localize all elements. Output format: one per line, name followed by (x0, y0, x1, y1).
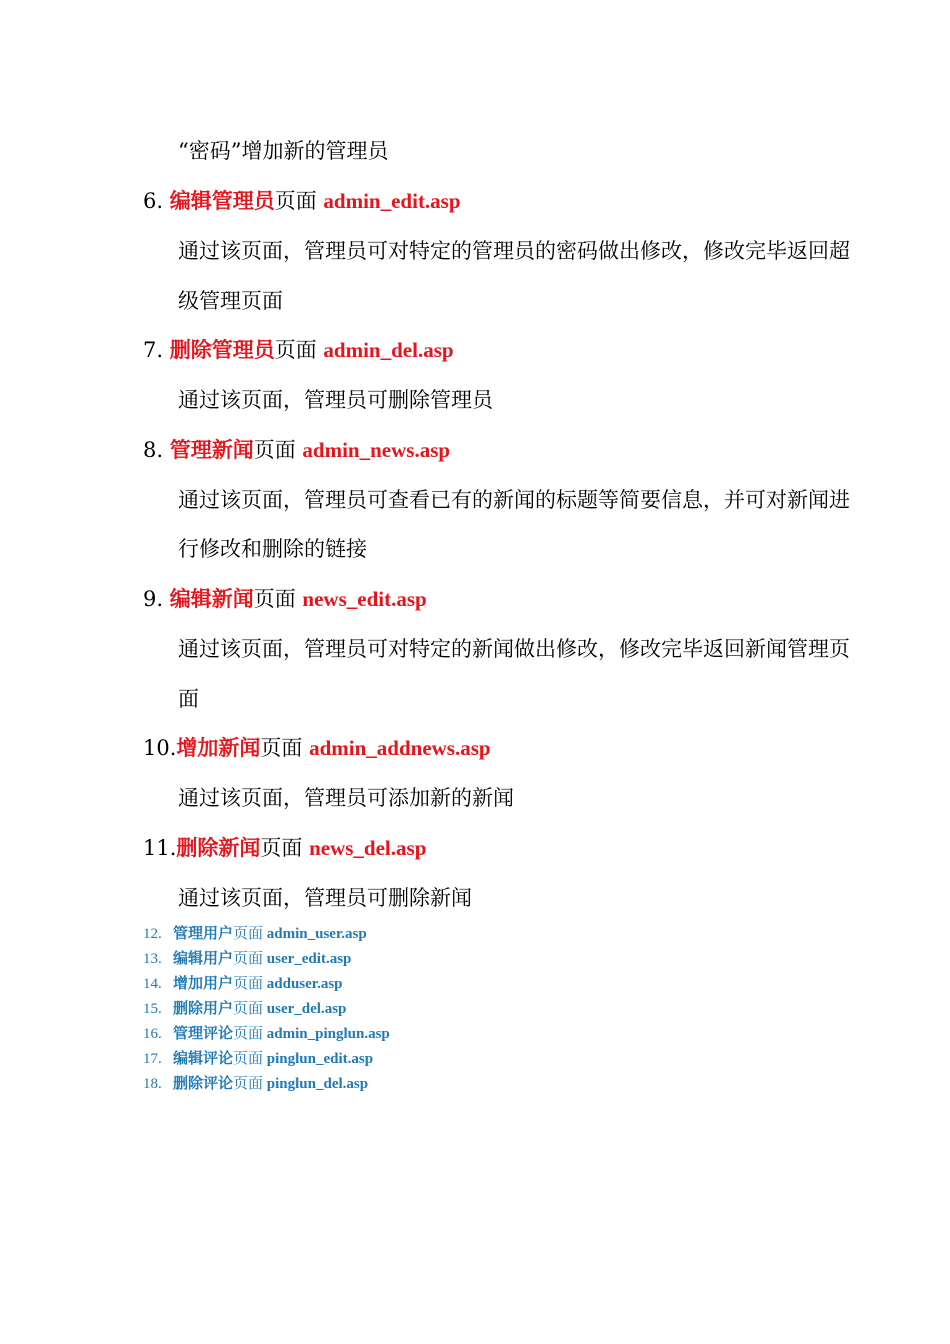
item-file: admin_user.asp (266, 926, 367, 942)
item-number: 14. (143, 976, 162, 992)
item-file: news_del.asp (309, 836, 427, 860)
item-number: 12. (143, 926, 162, 942)
item-desc-line: 级管理页面 (178, 289, 283, 313)
item-mid: 页面 (260, 836, 303, 860)
item-name: 删除用户 (173, 1001, 234, 1017)
item-desc-line: 面 (178, 687, 199, 711)
item-desc-line: 通过该页面，管理员可删除新闻 (178, 886, 472, 910)
item-mid: 页面 (233, 1001, 264, 1017)
item-name: 增加新闻 (176, 736, 261, 760)
item-desc-line: 行修改和删除的链接 (178, 537, 367, 561)
item-file: news_edit.asp (302, 587, 427, 611)
item-number: 10. (143, 736, 177, 760)
item-number: 16. (143, 1026, 162, 1042)
item-number: 6. (143, 189, 164, 213)
item-heading-9 (143, 584, 427, 614)
item-file: pinglun_del.asp (266, 1076, 369, 1092)
item-name: 编辑管理员 (169, 189, 275, 213)
item-heading-10 (143, 733, 491, 763)
small-item-16 (143, 1023, 390, 1045)
item-heading-7 (143, 335, 454, 365)
item-number: 7. (143, 338, 164, 362)
item-mid: 页面 (274, 189, 317, 213)
item-mid: 页面 (233, 926, 264, 942)
item-desc-line: 通过该页面，管理员可查看已有的新闻的标题等简要信息，并可对新闻进 (178, 488, 850, 512)
item-name: 编辑用户 (173, 951, 234, 967)
item-mid: 页面 (233, 976, 264, 992)
item-name: 管理评论 (173, 1026, 234, 1042)
small-item-12 (143, 923, 367, 945)
item-desc-line: 通过该页面，管理员可删除管理员 (178, 388, 493, 412)
item-mid: 页面 (233, 951, 264, 967)
small-item-18 (143, 1073, 368, 1095)
item-file: admin_edit.asp (323, 189, 461, 213)
item-name: 删除新闻 (176, 836, 261, 860)
small-item-13 (143, 948, 351, 970)
item-mid: 页面 (233, 1076, 264, 1092)
item-number: 18. (143, 1076, 162, 1092)
item-heading-11 (143, 833, 426, 863)
item-mid: 页面 (260, 736, 303, 760)
small-item-15 (143, 998, 346, 1020)
item-file: admin_news.asp (302, 438, 451, 462)
item-name: 编辑评论 (173, 1051, 234, 1067)
item-heading-6 (143, 186, 461, 216)
item-file: admin_pinglun.asp (266, 1026, 390, 1042)
item-heading-8 (143, 435, 450, 465)
item-file: user_edit.asp (266, 951, 352, 967)
item-file: user_del.asp (266, 1001, 347, 1017)
item-name: 增加用户 (173, 976, 234, 992)
item-number: 11. (143, 836, 177, 860)
item-number: 15. (143, 1001, 162, 1017)
item-number: 13. (143, 951, 162, 967)
small-item-14 (143, 973, 343, 995)
item-mid: 页面 (274, 338, 317, 362)
item-mid: 页面 (253, 587, 296, 611)
item-name: 删除管理员 (169, 338, 275, 362)
intro-line: “密码”增加新的管理员 (178, 139, 389, 163)
item-number: 9. (143, 587, 164, 611)
item-name: 管理新闻 (169, 438, 254, 462)
item-file: admin_del.asp (323, 338, 454, 362)
item-number: 8. (143, 438, 164, 462)
item-name: 删除评论 (173, 1076, 234, 1092)
item-desc-line: 通过该页面，管理员可对特定的新闻做出修改，修改完毕返回新闻管理页 (178, 637, 850, 661)
item-desc-line: 通过该页面，管理员可添加新的新闻 (178, 786, 514, 810)
item-name: 编辑新闻 (169, 587, 254, 611)
item-mid: 页面 (233, 1026, 264, 1042)
item-file: adduser.asp (266, 976, 343, 992)
item-number: 17. (143, 1051, 162, 1067)
item-file: pinglun_edit.asp (266, 1051, 374, 1067)
item-name: 管理用户 (173, 926, 234, 942)
item-mid: 页面 (233, 1051, 264, 1067)
small-item-17 (143, 1048, 373, 1070)
item-mid: 页面 (253, 438, 296, 462)
item-desc-line: 通过该页面，管理员可对特定的管理员的密码做出修改，修改完毕返回超 (178, 239, 850, 263)
item-file: admin_addnews.asp (309, 736, 491, 760)
